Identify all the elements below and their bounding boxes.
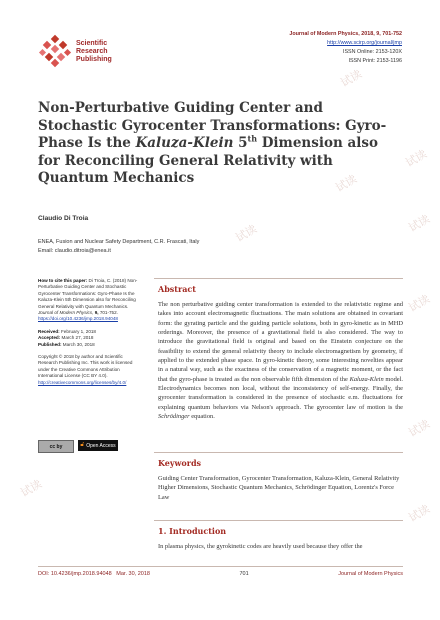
- introduction-section: [154, 520, 403, 551]
- author-email: Email: claudio.ditroia@enea.it: [38, 248, 111, 254]
- license-badges: [38, 440, 118, 453]
- watermark: 试读: [406, 292, 433, 315]
- page-number: 701: [239, 571, 249, 577]
- issn-print: ISSN Print: 2153-1196: [348, 58, 402, 64]
- watermark: 试读: [406, 417, 433, 440]
- author-name: Claudio Di Troia: [38, 215, 89, 222]
- article-sidebar: [38, 278, 142, 392]
- watermark: 试读: [233, 222, 260, 245]
- license-link[interactable]: http://creativecommons.org/licenses/by/4.0/: [38, 379, 127, 385]
- cc-by-badge[interactable]: cc by: [38, 440, 74, 453]
- watermark: 试读: [338, 67, 365, 90]
- received-date: February 1, 2018: [61, 328, 96, 334]
- paper-title: Non-Perturbative Guiding Center and Stochastic Gyrocenter Transformations: Gyro-Phase Is the Kaluza-Klein 5th Dimension also for Reconciling General Relativity with Quantum Mechanics: [38, 100, 387, 186]
- keywords-heading: Keywords: [158, 458, 202, 468]
- citation-doi-link[interactable]: https://doi.org/10.4236/jmp.2018.94048: [38, 316, 118, 322]
- citation-block: How to cite this paper: Di Troia, C. (2018) Non-Perturbative Guiding Center and Stochastic Gyrocenter Transformations: Gyro-Phase Is the Kaluza-Klein 5th Dimension also for Reconciling General Relativity with Quantum Mechanics. Journal of Modern Physics, 9, 701-752. https://doi.org/10.4236/jmp.2018.94048: [38, 278, 138, 322]
- publisher-name: Scientific Research Publishing: [76, 40, 112, 63]
- introduction-heading: 1. Introduction: [158, 526, 227, 536]
- open-lock-icon: 🔓︎: [80, 442, 85, 448]
- footer-journal: Journal of Modern Physics: [338, 571, 403, 577]
- watermark: 试读: [403, 147, 430, 170]
- abstract-section: [154, 278, 403, 421]
- watermark: 试读: [406, 212, 433, 235]
- journal-info: [289, 30, 402, 66]
- copyright-block: Copyright © 2018 by author and Scientific Research Publishing Inc. This work is licensed under the Creative Commons Attribution International License (CC BY 4.0). http://creativecommons.org/licenses/by/4.0/: [38, 354, 133, 385]
- dates-block: Received: February 1, 2018 Accepted: March 27, 2018 Published: March 30, 2018: [38, 328, 96, 347]
- affiliation: [38, 238, 199, 256]
- keywords-section: [154, 452, 403, 502]
- footer-date: Mar. 30, 2018: [116, 571, 150, 577]
- affiliation-line: ENEA, Fusion and Nuclear Safety Department, C.R. Frascati, Italy: [38, 239, 200, 245]
- footer-doi: DOI: 10.4236/jmp.2018.94048: [38, 571, 112, 577]
- journal-url-link[interactable]: http://www.scirp.org/journal/jmp: [327, 40, 402, 46]
- publisher-logo: [38, 34, 72, 68]
- published-date: March 30, 2018: [62, 341, 95, 347]
- open-access-badge[interactable]: 🔓︎ Open Access: [78, 440, 118, 451]
- issn-online: ISSN Online: 2153-120X: [342, 49, 402, 55]
- keywords-text: Guiding Center Transformation, Gyrocenter Transformation, Kaluza-Klein, General Relativity Higher Dimensions, Stochastic Quantum Mechanics, Schrödinger Equation, Lorentz's Force Law: [158, 475, 400, 501]
- abstract-heading: Abstract: [158, 284, 196, 294]
- accepted-date: March 27, 2018: [61, 335, 94, 341]
- watermark: 试读: [18, 477, 45, 500]
- watermark: 试读: [333, 172, 360, 195]
- abstract-text: The non perturbative guiding center transformation is extended to the relativistic regime and takes into account electromagnetic fluctuations. The main solutions are obtained in covariant form: the gyrating particle and the guiding particle solutions, both in gyro-kinetic as in MHD orderings. Moreover, the presence of a gravitational field is also considered. The way to introduce the gravitational field is original and based on the Einstein conjecture on the feasibility to extend the general relativity theory to include electromagnetism by geometry, if applied to the extended phase space. In gyro-kinetic theory, some interesting novelties appear in a natural way, such as the exactness of the conservation of a magnetic moment, or the fact that the gyro-phase is treated as the non observable fifth dimension of the Kaluza-Klein model. Electrodynamics becomes non local, without the inconsistency of self-energy. Finally, the gyrocenter transformation is considered in the presence of stochastic e.m. fluctuations for explaining quantum behaviors via Nelson's approach. The gyrocenter law of motion is the Schrödinger equation.: [158, 301, 403, 421]
- introduction-text: In plasma physics, the gyrokinetic codes are heavily used because they offer the: [158, 543, 363, 550]
- journal-citation-line: Journal of Modern Physics, 2018, 9, 701-752: [289, 31, 402, 37]
- watermark: 试读: [406, 502, 433, 525]
- page-footer: [38, 566, 403, 577]
